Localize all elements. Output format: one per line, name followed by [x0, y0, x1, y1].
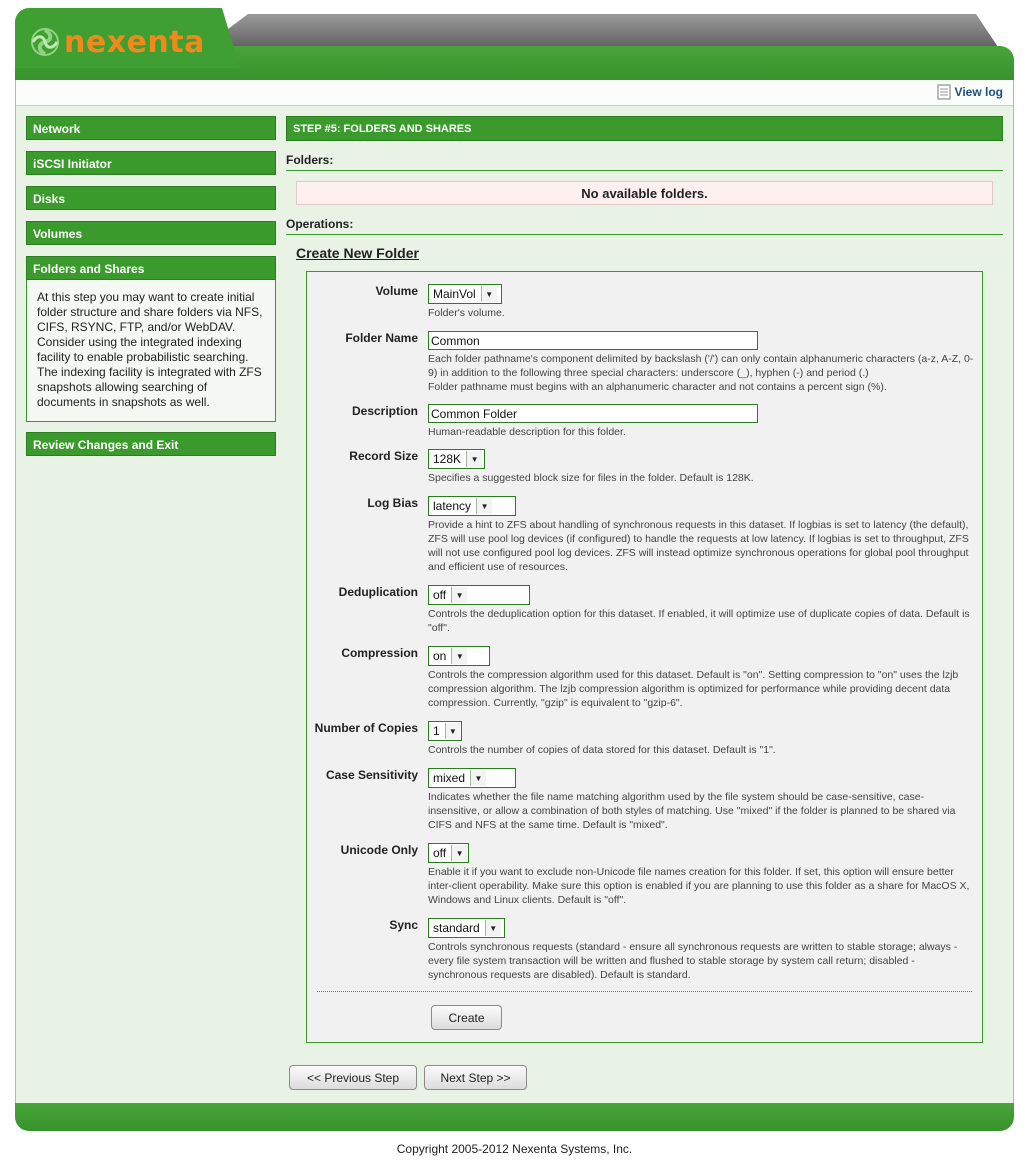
case-sensitivity-label: Case Sensitivity [325, 768, 418, 782]
deduplication-select[interactable] [428, 585, 530, 605]
copies-hint: Controls the number of copies of data stored for this dataset. Default is "1". [428, 744, 776, 756]
sync-label: Sync [389, 918, 418, 932]
copies-label: Number of Copies [314, 721, 418, 735]
next-step-button[interactable]: Next Step >> [424, 1065, 527, 1090]
dropdown-arrow-icon: ▼ [445, 723, 460, 739]
sidebar-item-disks[interactable]: Disks [26, 186, 276, 210]
sidebar-item-iscsi-initiator[interactable]: iSCSI Initiator [26, 151, 276, 175]
dropdown-arrow-icon: ▼ [481, 286, 497, 302]
deduplication-value: off [433, 588, 447, 602]
unicode-only-hint: Enable it if you want to exclude non-Unicode file names creation for this folder. If set, this option will ensure better inter-client operability. Make sure this option is enabled if you are planning to use this folder as a share for MacOS X, Windows and Linux clients. Default is "off". [428, 866, 970, 906]
dropdown-arrow-icon: ▼ [451, 648, 467, 664]
record-size-value: 128K [433, 452, 462, 466]
folder-name-hint: Each folder pathname's component delimited by backslash ('/') can only contain alphanumeric characters (a-z, A-Z, 0-9) in addition to the following three special characters: underscore (_), hyphen (-) and period (.) [428, 353, 974, 379]
volume-hint: Folder's volume. [428, 307, 505, 319]
create-folder-form [306, 271, 983, 1043]
description-input[interactable] [428, 404, 758, 423]
dropdown-arrow-icon: ▼ [451, 587, 467, 603]
folder-name-hint-2: Folder pathname must begins with an alphanumeric character and not contains a percent sign (%). [428, 381, 887, 393]
header-dark-strip [200, 14, 1000, 50]
create-folder-title[interactable]: Create New Folder [296, 245, 419, 261]
log-bias-value: latency [433, 499, 472, 513]
copies-value: 1 [433, 724, 440, 738]
sync-select[interactable] [428, 918, 505, 938]
unicode-only-label: Unicode Only [340, 843, 418, 857]
sync-value: standard [433, 921, 480, 935]
nexenta-logo[interactable] [30, 22, 205, 62]
compression-hint: Controls the compression algorithm used for this dataset. Default is "on". Setting compression to "on" uses the lzjb compression algorithm. The lzjb compression algorithm is optimized for performance while providing decent data compression. Currently, "gzip" is equivalent to "gzip-6". [428, 669, 959, 709]
log-bias-label: Log Bias [367, 496, 418, 510]
step-title: STEP #5: FOLDERS AND SHARES [286, 116, 1003, 141]
log-bias-hint: Provide a hint to ZFS about handling of synchronous requests in this dataset. If logbias is set to latency (the default), ZFS will use pool log devices (if configured) to handle the requests at low latency. If logbias is set to throughput, ZFS will not use configured pool log devices. ZFS will instead optimize synchronous operations for global pool throughput and efficient use of resources. [428, 519, 969, 573]
folder-name-label: Folder Name [345, 331, 418, 345]
sidebar-item-review-changes[interactable]: Review Changes and Exit [26, 432, 276, 456]
dropdown-arrow-icon: ▼ [466, 451, 482, 467]
unicode-only-select[interactable] [428, 843, 469, 863]
view-log-link[interactable] [937, 84, 1003, 100]
record-size-label: Record Size [349, 449, 418, 463]
record-size-hint: Specifies a suggested block size for files in the folder. Default is 128K. [428, 472, 754, 484]
volume-value: MainVol [433, 287, 476, 301]
sidebar-step-description: At this step you may want to create initial folder structure and share folders via NFS, CIFS, RSYNC, FTP, and/or WebDAV. Consider using the integrated indexing facility to enable probabilistic searching. The indexing facility is integrated with ZFS snapshots allowing searching of documents in snapshots as well. [26, 280, 276, 422]
folder-name-input[interactable] [428, 331, 758, 350]
dropdown-arrow-icon: ▼ [476, 498, 492, 514]
document-icon [937, 84, 951, 100]
case-sensitivity-value: mixed [433, 771, 466, 785]
sidebar-item-volumes[interactable]: Volumes [26, 221, 276, 245]
dropdown-arrow-icon: ▼ [485, 920, 501, 936]
volume-select[interactable] [428, 284, 502, 304]
case-sensitivity-hint: Indicates whether the file name matching algorithm used by the file system should be case-sensitive, case-insensitive, or allow a combination of both styles of matching. Use "mixed" if the folder is planned to be shared via CIFS and NFS at the same time. Default is "mixed". [428, 791, 956, 831]
description-label: Description [351, 404, 418, 418]
operations-label: Operations: [286, 217, 1003, 235]
logo-text: nexenta [64, 24, 205, 60]
folders-label: Folders: [286, 153, 1003, 171]
record-size-select[interactable] [428, 449, 485, 469]
top-toolbar [16, 80, 1013, 106]
form-divider [317, 991, 972, 992]
view-log-label: View log [954, 85, 1003, 99]
volume-label: Volume [375, 284, 418, 298]
deduplication-label: Deduplication [338, 585, 418, 599]
sidebar-item-folders-and-shares[interactable]: Folders and Shares [26, 256, 276, 280]
case-sensitivity-select[interactable] [428, 768, 516, 788]
dropdown-arrow-icon: ▼ [451, 845, 467, 861]
unicode-only-value: off [433, 846, 447, 860]
description-hint: Human-readable description for this folder. [428, 426, 626, 438]
compression-value: on [433, 649, 447, 663]
footer-band [15, 1103, 1014, 1131]
sidebar-item-network[interactable]: Network [26, 116, 276, 140]
nexenta-swirl-icon [30, 27, 60, 57]
no-folders-message: No available folders. [296, 181, 993, 205]
compression-select[interactable] [428, 646, 490, 666]
previous-step-button[interactable]: << Previous Step [289, 1065, 417, 1090]
create-button[interactable]: Create [431, 1005, 502, 1030]
log-bias-select[interactable] [428, 496, 516, 516]
deduplication-hint: Controls the deduplication option for this dataset. If enabled, it will optimize use of duplicate copies of data. Default is "off". [428, 608, 970, 634]
copyright-text: Copyright 2005-2012 Nexenta Systems, Inc. [396, 1142, 633, 1156]
copies-select[interactable] [428, 721, 462, 741]
compression-label: Compression [341, 646, 418, 660]
dropdown-arrow-icon: ▼ [470, 770, 486, 786]
sync-hint: Controls synchronous requests (standard - ensure all synchronous requests are written to stable storage; always - every file system transaction will be written and flushed to stable storage by system call return; disabled - synchronous requests are disabled). Default is standard. [428, 941, 958, 981]
